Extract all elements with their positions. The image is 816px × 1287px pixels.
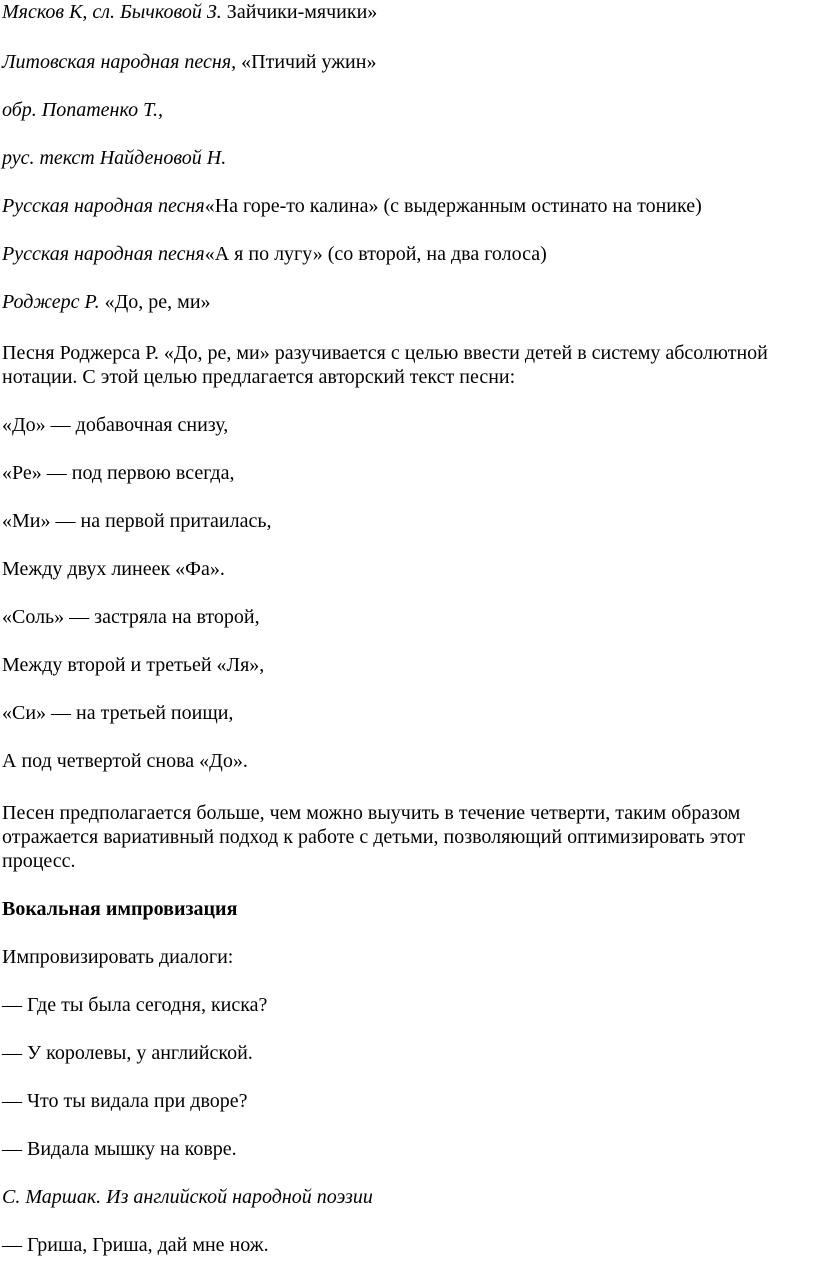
song-line: «Соль» — застряла на второй,: [2, 606, 260, 628]
summary-paragraph: Песен предполагается больше, чем можно выучить в течение четверти, таким образом отражается вариативный подход к работе с детьми, позволяющий оптимизировать этот процесс.: [2, 802, 746, 872]
repertoire-entry: [2, 50, 808, 74]
dialogue-line: — Видала мышку на ковре.: [2, 1138, 237, 1160]
repertoire-entry: [2, 98, 808, 122]
repertoire-entry: [2, 0, 808, 24]
entry-title: «На горе-то калина» (с выдержанным остинато на тонике): [204, 195, 702, 217]
dialogue-line: — У королевы, у английской.: [2, 1042, 253, 1064]
repertoire-entry: [2, 146, 808, 170]
entry-author: Русская народная песня: [2, 195, 205, 217]
song-line: Между второй и третьей «Ля»,: [2, 654, 265, 676]
song-line: А под четвертой снова «До».: [2, 750, 248, 772]
song-line: «Си» — на третьей поищи,: [2, 702, 234, 724]
attribution: С. Маршак. Из английской народной поэзии: [2, 1186, 373, 1208]
repertoire-entry: [2, 194, 808, 218]
song-line: «Ре» — под первою всегда,: [2, 462, 235, 484]
entry-author: Литовская народная песня,: [2, 51, 237, 73]
song-line: «До» — добавочная снизу,: [2, 414, 229, 436]
dialogue-line: — Что ты видала при дворе?: [2, 1090, 248, 1112]
song-line: Между двух линеек «Фа».: [2, 558, 225, 580]
repertoire-entry: [2, 290, 808, 314]
entry-author: Русская народная песня: [2, 243, 205, 265]
dialogue-line: — Где ты была сегодня, киска?: [2, 994, 268, 1016]
entry-title: «До, ре, ми»: [99, 291, 211, 313]
entry-title: Зайчики-мячики»: [221, 1, 378, 23]
entry-title: «А я по лугу» (со второй, на два голоса): [204, 243, 547, 265]
song-line: «Ми» — на первой притаилась,: [2, 510, 272, 532]
entry-author: Мясков К, сл. Бычковой З.: [2, 1, 222, 23]
entry-arranger: обр. Попатенко Т.,: [2, 99, 163, 121]
entry-author: Роджерс Р.: [2, 291, 100, 313]
section-intro: Импровизировать диалоги:: [2, 946, 234, 968]
dialogue-line: — Гриша, Гриша, дай мне нож.: [2, 1234, 269, 1256]
section-heading: Вокальная импровизация: [2, 898, 238, 920]
intro-paragraph: Песня Роджерса Р. «До, ре, ми» разучивается с целью ввести детей в систему абсолютной нотации. С этой целью предлагается авторский текст песни:: [2, 342, 768, 388]
entry-lyricist: рус. текст Найденовой Н.: [2, 147, 227, 169]
repertoire-entry: [2, 242, 808, 266]
entry-title: «Птичий ужин»: [236, 51, 377, 73]
